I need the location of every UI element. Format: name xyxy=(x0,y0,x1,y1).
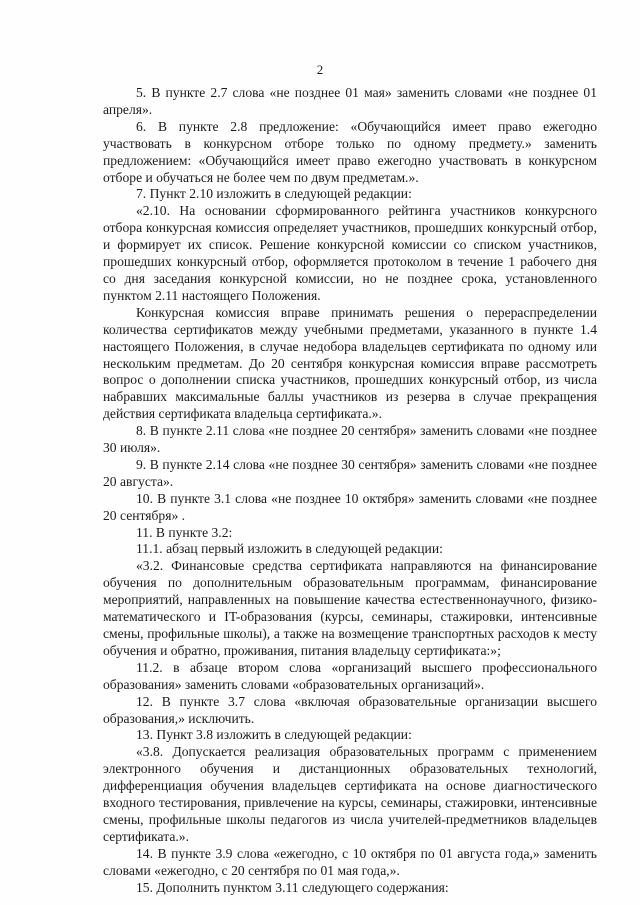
paragraph-item-8: 8. В пункте 2.11 слова «не позднее 20 сентября» заменить словами «не позднее 30 июля». xyxy=(103,423,597,456)
paragraph-item-13: 13. Пункт 3.8 изложить в следующей редакции: xyxy=(136,727,412,743)
paragraph-item-7: 7. Пункт 2.10 изложить в следующей редакции: xyxy=(136,186,412,202)
paragraph-item-11-1: 11.1. абзац первый изложить в следующей редакции: xyxy=(136,541,443,557)
paragraph-quote-2-10-continued: Конкурсная комиссия вправе принимать решения о перераспределении количества сертификатов между учебными предметами, указанного в пункте 1.4 настоящего Положения, в случае недобора владельцев сертификата по одному или нескольким предметам. До 20 сентября конкурсная комиссия вправе рассмотреть вопрос о дополнении списка участников, прошедших конкурсный отбор, из числа набравших максимальные баллы участников из резерва в случае прекращения действия сертификата владельца сертификата.». xyxy=(103,304,597,422)
page-number: 2 xyxy=(316,62,324,77)
paragraph-item-5: 5. В пункте 2.7 слова «не позднее 01 мая» заменить словами «не позднее 01 апреля». xyxy=(103,85,597,117)
paragraph-quote-3-2: «3.2. Финансовые средства сертификата направляются на финансирование обучения по дополнительным образовательным программам, финансирование мероприятий, направленных на повышение качества естественнонаучного, физико-математического и IT-образования (курсы, семинары, стажировки, интенсивные смены, профильные школы), а также на возмещение транспортных расходов к месту обучения и обратно, проживания, питания владельцу сертификата:»; xyxy=(103,558,597,658)
paragraph-item-15: 15. Дополнить пунктом 3.11 следующего содержания: xyxy=(136,879,449,895)
paragraph-item-14: 14. В пункте 3.9 слова «ежегодно, с 10 октября по 01 августа года,» заменить словами «ежегодно, с 20 сентября по 01 мая года,». xyxy=(103,845,597,878)
paragraph-item-9: 9. В пункте 2.14 слова «не позднее 30 сентября» заменить словами «не позднее 20 августа». xyxy=(103,456,597,489)
paragraph-item-6: 6. В пункте 2.8 предложение: «Обучающийся имеет право ежегодно участвовать в конкурсном отборе только по одному предмету.» заменить предложением: «Обучающийся имеет право ежегодно участвовать в конкурсном отборе и обучаться не более чем по двум предметам.». xyxy=(103,118,597,185)
paragraph-item-11: 11. В пункте 3.2: xyxy=(136,524,233,540)
paragraph-item-12: 12. В пункте 3.7 слова «включая образовательные организации высшего образования,» исключить. xyxy=(103,693,597,726)
document-body xyxy=(103,85,597,897)
paragraph-quote-3-8: «3.8. Допускается реализация образовательных программ с применением электронного обучения и дистанционных образовательных технологий, дифференциация обучения владельцев сертификата на основе диагностического входного тестирования, привлечение на курсы, семинары, стажировки, интенсивные смены, профильные школы педагогов из числа учителей-предметников владельцев сертификата.». xyxy=(103,744,597,844)
paragraph-quote-2-10: «2.10. На основании сформированного рейтинга участников конкурсного отбора конкурсная комиссия определяет участников, прошедших конкурсный отбор, и формирует их список. Решение конкурсной комиссии со списком участников, прошедших конкурсный отбор, оформляется протоколом в течение 1 рабочего дня со дня заседания конкурсной комиссии, но не позднее срока, установленного пунктом 2.11 настоящего Положения. xyxy=(103,203,597,303)
paragraph-item-11-2: 11.2. в абзаце втором слова «организаций высшего профессионального образования» заменить словами «образовательных организаций». xyxy=(103,659,597,692)
paragraph-item-10: 10. В пункте 3.1 слова «не позднее 10 октября» заменить словами «не позднее 20 сентября» . xyxy=(103,490,597,523)
